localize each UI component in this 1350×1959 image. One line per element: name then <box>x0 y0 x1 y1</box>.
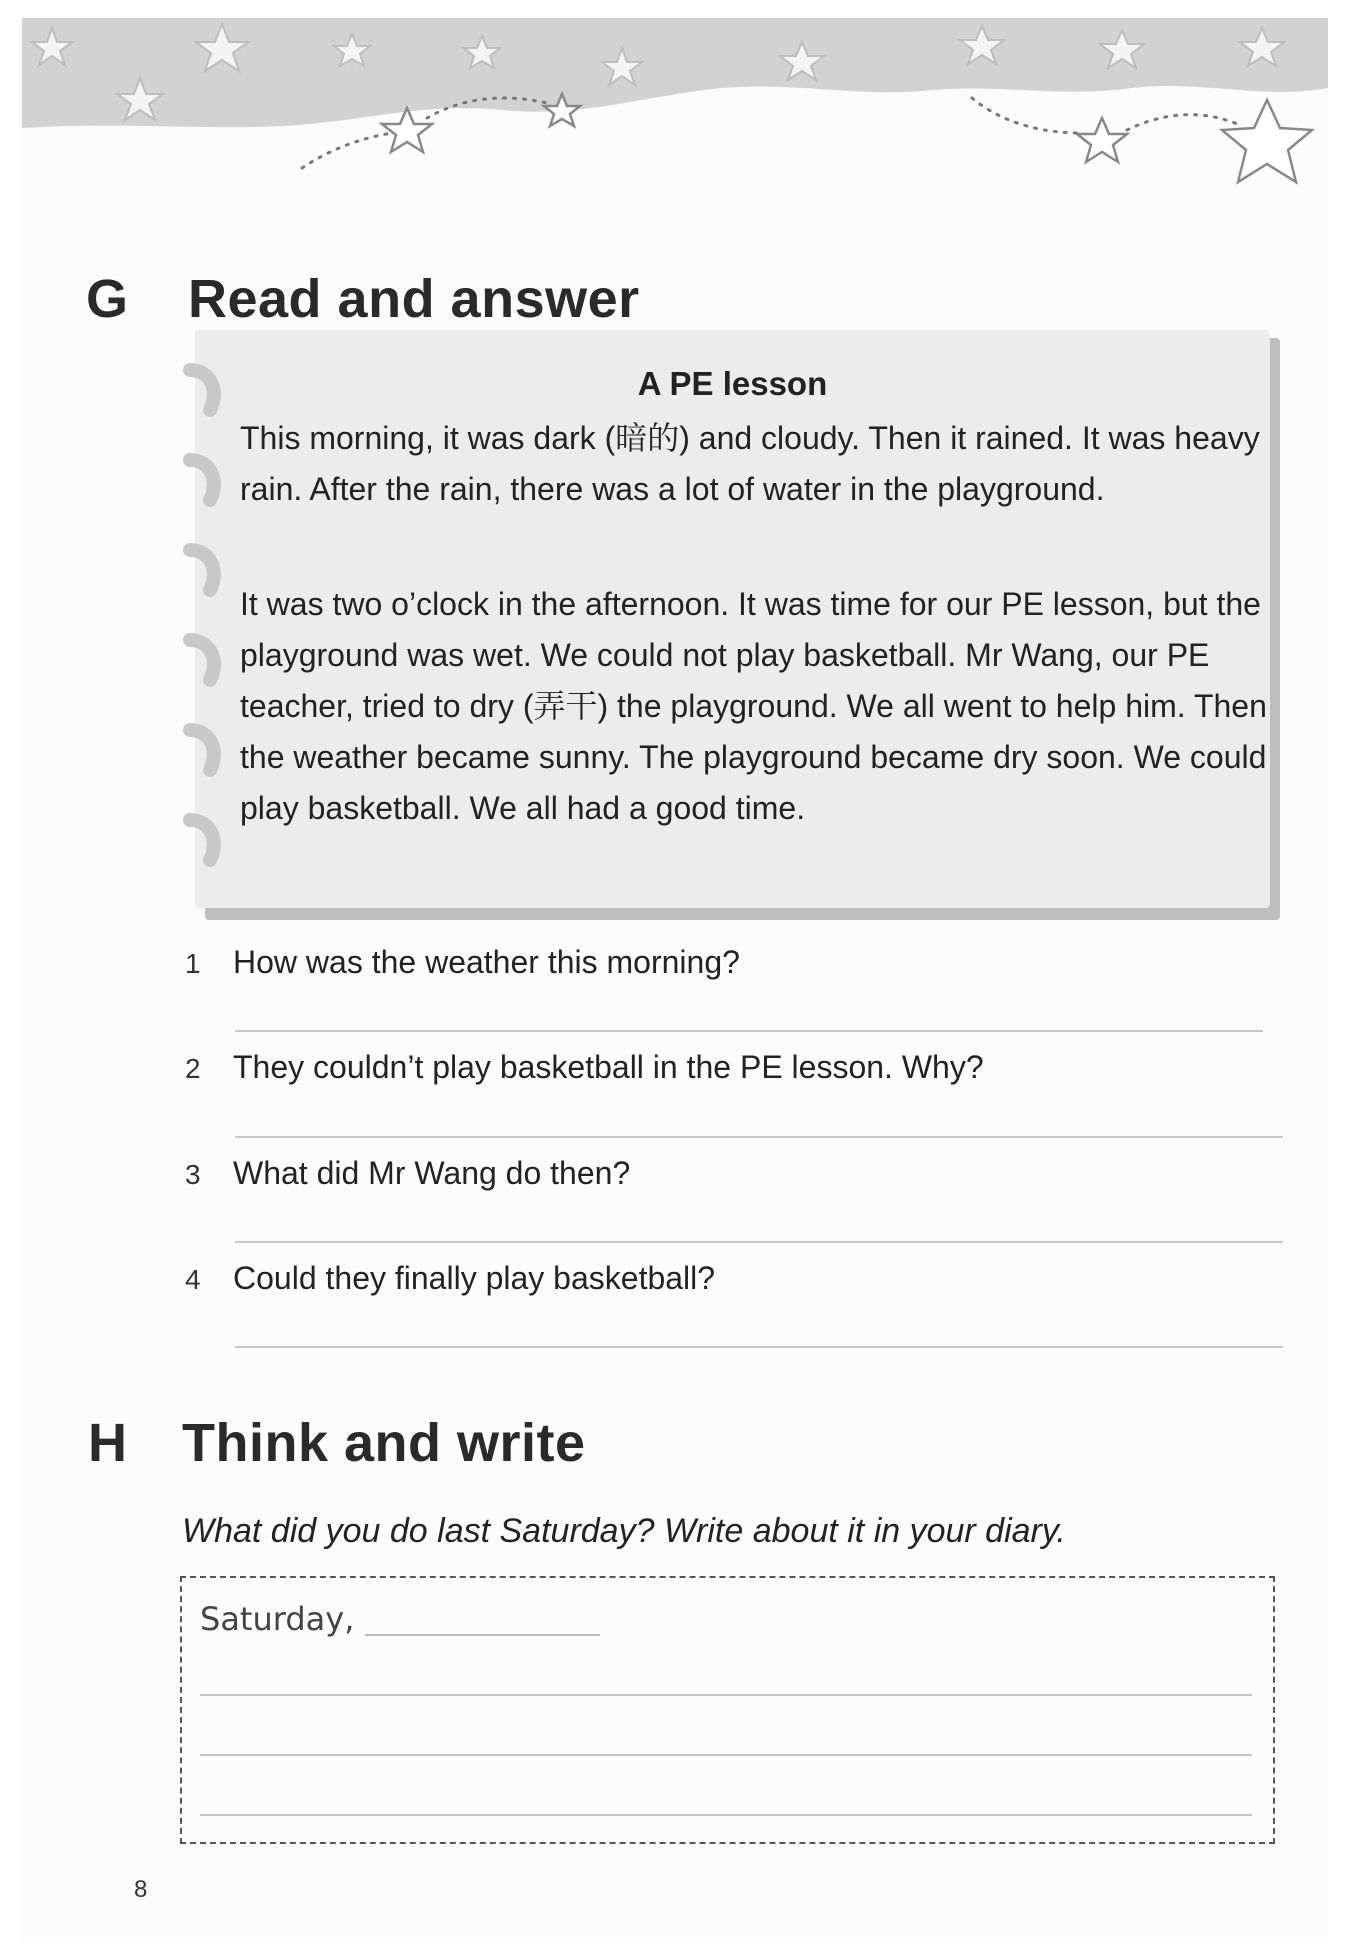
star-icon <box>1222 100 1312 182</box>
spiral-binding-decoration <box>180 360 240 880</box>
diary-date-label: Saturday, <box>200 1600 355 1638</box>
question-4 <box>185 1260 715 1297</box>
page-number: 8 <box>134 1876 148 1903</box>
question-number: 4 <box>185 1264 201 1295</box>
question-number: 3 <box>185 1159 201 1190</box>
section-letter-h: H <box>88 1413 127 1473</box>
section-letter-g: G <box>86 269 129 329</box>
question-text: How was the weather this morning? <box>233 944 740 980</box>
question-text: Could they finally play basketball? <box>233 1260 716 1296</box>
answer-line-1[interactable] <box>235 1030 1263 1032</box>
star-icon <box>382 108 432 152</box>
passage-title: A PE lesson <box>637 365 828 402</box>
answer-line-2[interactable] <box>235 1136 1283 1138</box>
diary-writing-line[interactable] <box>200 1694 1252 1696</box>
question-1 <box>185 944 740 981</box>
star-icon <box>1077 118 1127 162</box>
writing-prompt: What did you do last Saturday? Write about it in your diary. <box>182 1512 1066 1550</box>
diary-date-line[interactable] <box>365 1634 600 1636</box>
passage-paragraph-2: It was two o’clock in the afternoon. It was time for our PE lesson, but the playground was wet. We could not play basketball. Mr Wang, our PE teacher, tried to dry (弄干) the playground. We all went to help him. Then the weather became sunny. The playground became dry soon. We could play basketball. We all had a good time. <box>240 586 1267 826</box>
question-number: 2 <box>185 1053 201 1084</box>
diary-writing-line[interactable] <box>200 1754 1252 1756</box>
answer-line-3[interactable] <box>235 1241 1283 1243</box>
diary-writing-line[interactable] <box>200 1814 1252 1816</box>
section-title-g: Read and answer <box>188 269 640 329</box>
section-title-h: Think and write <box>182 1413 586 1473</box>
answer-line-4[interactable] <box>235 1346 1283 1348</box>
star-banner-decoration <box>22 18 1328 208</box>
passage-paragraph-1: This morning, it was dark (暗的) and cloudy. Then it rained. It was heavy rain. After the rain, there was a lot of water in the playground. <box>240 420 1260 507</box>
question-text: What did Mr Wang do then? <box>233 1155 631 1191</box>
question-3 <box>185 1155 630 1192</box>
question-number: 1 <box>185 948 201 979</box>
question-2 <box>185 1049 984 1086</box>
question-text: They couldn’t play basketball in the PE lesson. Why? <box>233 1049 984 1085</box>
